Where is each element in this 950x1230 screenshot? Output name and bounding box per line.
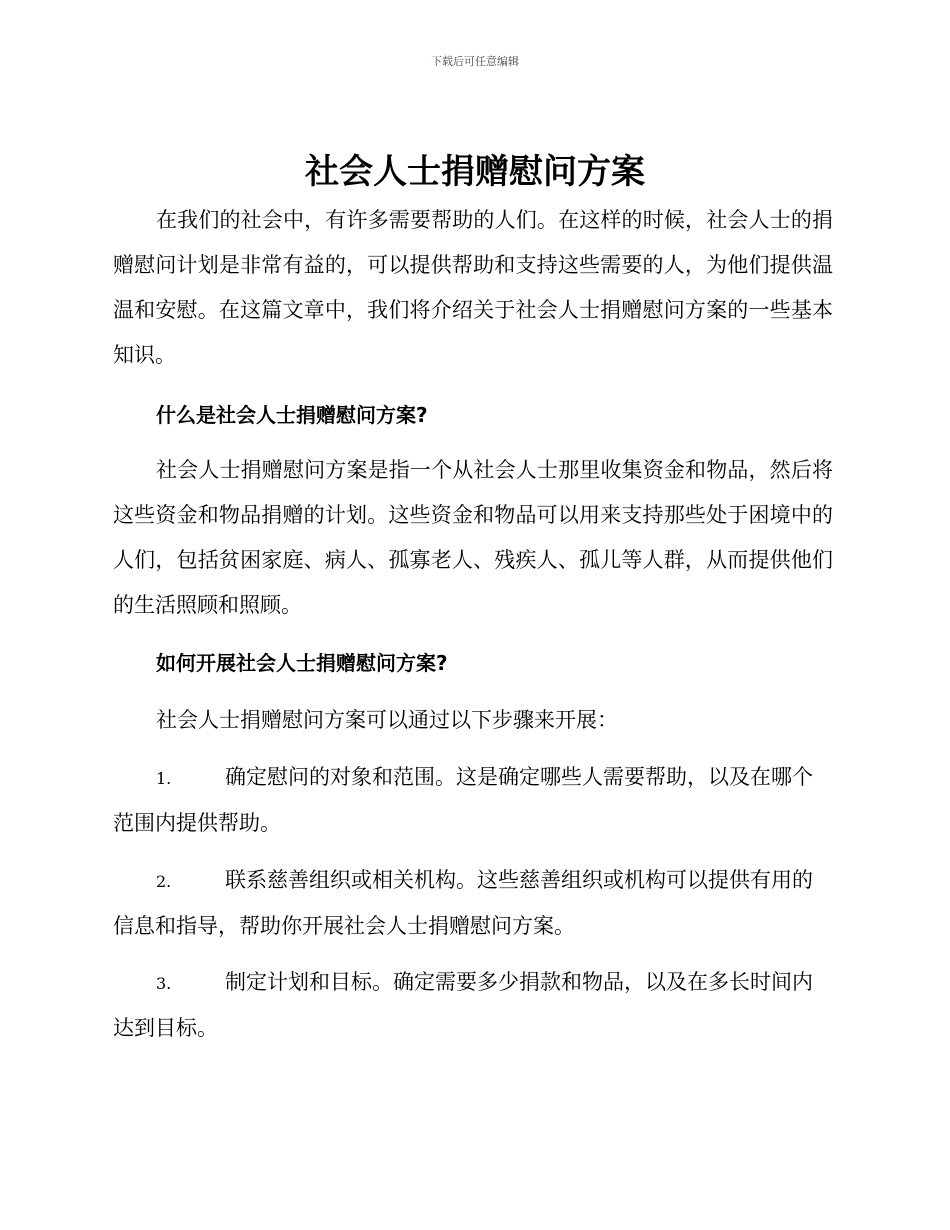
list-number: 3. [156,974,172,993]
list-number: 2. [156,872,172,891]
list-text: 联系慈善组织或相关机构。这些慈善组织或机构可以提供有用的信息和指导，帮助你开展社会人士捐赠慰问方案。 [113,868,813,938]
list-number: 1. [156,769,172,788]
section-heading-how: 如何开展社会人士捐赠慰问方案? [156,651,448,675]
page-header: 下载后可任意编辑 [431,55,519,68]
section-heading-what: 什么是社会人士捐赠慰问方案? [156,403,428,427]
list-item [113,755,833,846]
list-text: 确定慰问的对象和范围。这是确定哪些人需要帮助，以及在哪个范围内提供帮助。 [113,765,813,835]
list-item [113,960,833,1051]
intro-paragraph: 在我们的社会中，有许多需要帮助的人们。在这样的时候，社会人士的捐赠慰问计划是非常有益的，可以提供帮助和支持这些需要的人，为他们提供温温和安慰。在这篇文章中，我们将介绍关于社会人士捐赠慰问方案的一些基本知识。 [113,208,833,367]
section-body-what: 社会人士捐赠慰问方案是指一个从社会人士那里收集资金和物品，然后将这些资金和物品捐赠的计划。这些资金和物品可以用来支持那些处于困境中的人们，包括贫困家庭、病人、孤寡老人、残疾人、孤儿等人群，从而提供他们的生活照顾和照顾。 [113,458,833,617]
list-text: 制定计划和目标。确定需要多少捐款和物品，以及在多长时间内达到目标。 [113,970,813,1040]
list-item [113,858,833,949]
document-title: 社会人士捐赠慰问方案 [305,152,645,192]
section-body-how: 社会人士捐赠慰问方案可以通过以下步骤来开展： [156,708,618,732]
